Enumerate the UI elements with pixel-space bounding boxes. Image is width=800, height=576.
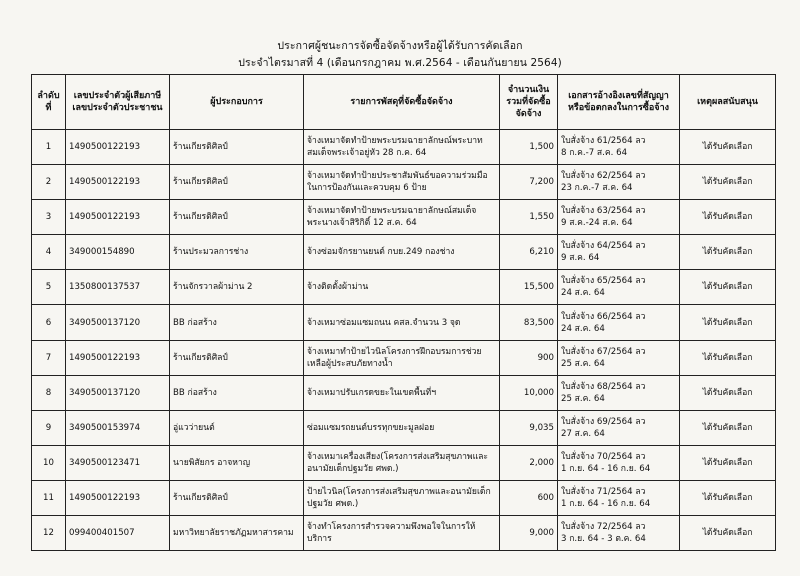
- reason-cell: ได้รับคัดเลือก: [680, 410, 776, 445]
- document-date: 27 ส.ค. 64: [561, 428, 605, 439]
- document-number: ใบสั่งจ้าง 70/2564 ลว: [561, 451, 646, 462]
- table-row: [32, 375, 776, 410]
- reason-cell: ได้รับคัดเลือก: [680, 270, 776, 305]
- document-number: ใบสั่งจ้าง 63/2564 ลว: [561, 206, 646, 217]
- amount-cell: 7,200: [500, 165, 558, 200]
- item-cell: จ้างเหมาจัดทำป้ายประชาสัมพันธ์ขอความร่วมมือในการป้องกันและควบคุม 6 ป้าย: [304, 165, 500, 200]
- table-row: [32, 270, 776, 305]
- amount-cell: 1,500: [500, 130, 558, 165]
- item-cell: ซ่อมแซมรถยนต์บรรทุกขยะมูลฝอย: [304, 410, 500, 445]
- amount-cell: 15,500: [500, 270, 558, 305]
- row-number: 5: [32, 270, 66, 305]
- document-date: 23 ก.ค.-7 ส.ค. 64: [561, 183, 633, 194]
- tax-id-cell: 099400401507: [66, 516, 170, 551]
- tax-id-cell: 1490500122193: [66, 480, 170, 515]
- tax-id-cell: 1490500122193: [66, 200, 170, 235]
- table-row: [32, 200, 776, 235]
- vendor-cell: อู่แวว่ายนต์: [170, 410, 304, 445]
- amount-cell: 1,550: [500, 200, 558, 235]
- reason-cell: ได้รับคัดเลือก: [680, 305, 776, 340]
- table-row: [32, 305, 776, 340]
- row-number: 3: [32, 200, 66, 235]
- vendor-cell: ร้านจักรวาลผ้าม่าน 2: [170, 270, 304, 305]
- item-cell: จ้างเหมาปรับเกรดขยะในเขตพื้นที่ฯ: [304, 375, 500, 410]
- row-number: 4: [32, 235, 66, 270]
- table-row: [32, 340, 776, 375]
- row-number: 10: [32, 445, 66, 480]
- vendor-cell: ร้านประมวลการช่าง: [170, 235, 304, 270]
- document-date: 24 ส.ค. 64: [561, 288, 605, 299]
- tax-id-cell: 1490500122193: [66, 130, 170, 165]
- page-title: ประกาศผู้ชนะการจัดซื้อจัดจ้างหรือผู้ได้รับการคัดเลือก: [277, 40, 523, 52]
- vendor-cell: ร้านเกียรติศิลป์: [170, 340, 304, 375]
- amount-cell: 900: [500, 340, 558, 375]
- column-header-reason: เหตุผลสนับสนุน: [680, 75, 776, 130]
- tax-id-cell: 1490500122193: [66, 165, 170, 200]
- table-row: [32, 410, 776, 445]
- tax-id-cell: 3490500137120: [66, 305, 170, 340]
- document-date: 1 ก.ย. 64 - 16 ก.ย. 64: [561, 498, 651, 509]
- item-cell: จ้างทำโครงการสำรวจความพึงพอใจในการให้บริการ: [304, 516, 500, 551]
- tax-id-cell: 3490500137120: [66, 375, 170, 410]
- column-header-tax-id: เลขประจำตัวผู้เสียภาษี เลขประจำตัวประชาชน: [66, 75, 170, 130]
- document-ref-cell: [558, 305, 680, 340]
- document-date: 24 ส.ค. 64: [561, 323, 605, 334]
- tax-id-cell: 3490500123471: [66, 445, 170, 480]
- document-number: ใบสั่งจ้าง 71/2564 ลว: [561, 486, 646, 497]
- tax-id-cell: 1350800137537: [66, 270, 170, 305]
- page-subtitle: ประจำไตรมาสที่ 4 (เดือนกรกฎาคม พ.ศ.2564 - เดือนกันยายน 2564): [238, 57, 562, 69]
- column-header-amount: จำนวนเงินรวมที่จัดซื้อจัดจ้าง: [500, 75, 558, 130]
- row-number: 2: [32, 165, 66, 200]
- row-number: 9: [32, 410, 66, 445]
- document-ref-cell: [558, 340, 680, 375]
- vendor-cell: BB ก่อสร้าง: [170, 375, 304, 410]
- amount-cell: 2,000: [500, 445, 558, 480]
- document-number: ใบสั่งจ้าง 65/2564 ลว: [561, 276, 646, 287]
- reason-cell: ได้รับคัดเลือก: [680, 480, 776, 515]
- document-ref-cell: [558, 270, 680, 305]
- document-ref-cell: [558, 445, 680, 480]
- document-number: ใบสั่งจ้าง 68/2564 ลว: [561, 381, 646, 392]
- document-date: 3 ก.ย. 64 - 3 ต.ค. 64: [561, 534, 646, 545]
- document-date: 1 ก.ย. 64 - 16 ก.ย. 64: [561, 463, 651, 474]
- document-ref-cell: [558, 410, 680, 445]
- amount-cell: 6,210: [500, 235, 558, 270]
- document-date: 25 ส.ค. 64: [561, 358, 605, 369]
- document-number: ใบสั่งจ้าง 69/2564 ลว: [561, 416, 646, 427]
- row-number: 6: [32, 305, 66, 340]
- vendor-cell: BB ก่อสร้าง: [170, 305, 304, 340]
- reason-cell: ได้รับคัดเลือก: [680, 340, 776, 375]
- vendor-cell: นายพิสัยกร อาจหาญ: [170, 445, 304, 480]
- tax-id-cell: 1490500122193: [66, 340, 170, 375]
- vendor-cell: ร้านเกียรติศิลป์: [170, 165, 304, 200]
- document-ref-cell: [558, 165, 680, 200]
- document-ref-cell: [558, 130, 680, 165]
- column-header-no: ลำดับที่: [32, 75, 66, 130]
- reason-cell: ได้รับคัดเลือก: [680, 516, 776, 551]
- reason-cell: ได้รับคัดเลือก: [680, 165, 776, 200]
- item-cell: จ้างเหมาเครื่องเสียง(โครงการส่งเสริมสุขภาพและอนามัยเด็กปฐมวัย ศพด.): [304, 445, 500, 480]
- document-ref-cell: [558, 516, 680, 551]
- document-ref-cell: [558, 375, 680, 410]
- document-header: [0, 38, 800, 72]
- reason-cell: ได้รับคัดเลือก: [680, 445, 776, 480]
- document-date: 8 ก.ค.-7 ส.ค. 64: [561, 148, 628, 159]
- document-number: ใบสั่งจ้าง 67/2564 ลว: [561, 346, 646, 357]
- item-cell: จ้างเหมาจัดทำป้ายพระบรมฉายาลักษณ์พระบาทสมเด็จพระเจ้าอยู่หัว 28 ก.ค. 64: [304, 130, 500, 165]
- amount-cell: 600: [500, 480, 558, 515]
- document-date: 9 ส.ค.-24 ส.ค. 64: [561, 218, 633, 229]
- amount-cell: 9,035: [500, 410, 558, 445]
- item-cell: จ้างติดตั้งผ้าม่าน: [304, 270, 500, 305]
- column-header-vendor: ผู้ประกอบการ: [170, 75, 304, 130]
- table-row: [32, 516, 776, 551]
- vendor-cell: มหาวิทยาลัยราชภัฏมหาสารคาม: [170, 516, 304, 551]
- table-row: [32, 130, 776, 165]
- document-number: ใบสั่งจ้าง 66/2564 ลว: [561, 311, 646, 322]
- document-ref-cell: [558, 200, 680, 235]
- row-number: 8: [32, 375, 66, 410]
- vendor-cell: ร้านเกียรติศิลป์: [170, 130, 304, 165]
- table-row: [32, 235, 776, 270]
- row-number: 1: [32, 130, 66, 165]
- item-cell: จ้างซ่อมจักรยานยนต์ กบย.249 กองช่าง: [304, 235, 500, 270]
- vendor-cell: ร้านเกียรติศิลป์: [170, 480, 304, 515]
- reason-cell: ได้รับคัดเลือก: [680, 130, 776, 165]
- amount-cell: 10,000: [500, 375, 558, 410]
- column-header-document-ref: เอกสารอ้างอิงเลขที่สัญญาหรือข้อตกลงในการซื้อจ้าง: [558, 75, 680, 130]
- table-row: [32, 165, 776, 200]
- document-ref-cell: [558, 480, 680, 515]
- document-number: ใบสั่งจ้าง 62/2564 ลว: [561, 171, 646, 182]
- row-number: 12: [32, 516, 66, 551]
- amount-cell: 83,500: [500, 305, 558, 340]
- reason-cell: ได้รับคัดเลือก: [680, 235, 776, 270]
- document-number: ใบสั่งจ้าง 64/2564 ลว: [561, 241, 646, 252]
- table-row: [32, 480, 776, 515]
- reason-cell: ได้รับคัดเลือก: [680, 375, 776, 410]
- reason-cell: ได้รับคัดเลือก: [680, 200, 776, 235]
- item-cell: จ้างเหมาจัดทำป้ายพระบรมฉายาลักษณ์สมเด็จพระนางเจ้าสิริกิติ์ 12 ส.ค. 64: [304, 200, 500, 235]
- item-cell: จ้างเหมาซ่อมแซมถนน คสล.จำนวน 3 จุด: [304, 305, 500, 340]
- vendor-cell: ร้านเกียรติศิลป์: [170, 200, 304, 235]
- document-date: 25 ส.ค. 64: [561, 393, 605, 404]
- document-number: ใบสั่งจ้าง 72/2564 ลว: [561, 522, 646, 533]
- row-number: 11: [32, 480, 66, 515]
- table-header: [32, 75, 776, 130]
- table-body: [32, 130, 776, 551]
- tax-id-cell: 3490500153974: [66, 410, 170, 445]
- item-cell: จ้างเหมาทำป้ายไวนิลโครงการฝึกอบรมการช่วยเหลือผู้ประสบภัยทางน้ำ: [304, 340, 500, 375]
- document-ref-cell: [558, 235, 680, 270]
- document-number: ใบสั่งจ้าง 61/2564 ลว: [561, 136, 646, 147]
- column-header-item: รายการพัสดุที่จัดซื้อจัดจ้าง: [304, 75, 500, 130]
- document-date: 9 ส.ค. 64: [561, 253, 600, 264]
- row-number: 7: [32, 340, 66, 375]
- amount-cell: 9,000: [500, 516, 558, 551]
- table-row: [32, 445, 776, 480]
- procurement-table: [31, 74, 776, 551]
- item-cell: ป้ายไวนิล(โครงการส่งเสริมสุขภาพและอนามัยเด็กปฐมวัย ศพด.): [304, 480, 500, 515]
- tax-id-cell: 349000154890: [66, 235, 170, 270]
